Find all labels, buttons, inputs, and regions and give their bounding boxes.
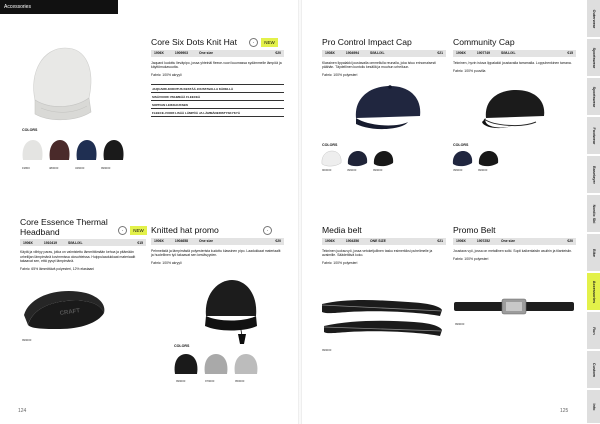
product-promo-belt (453, 226, 576, 261)
color-code: 979000 (205, 379, 215, 383)
certification-badge: ● (263, 226, 272, 235)
product-description: Klassinen lippalakki joustavalla ommellulla reunalla, joka istuu erinomaisesti päähän. Täydellinen kuntoilu kesällä ja muuhun urheiluun. (322, 60, 436, 69)
feature-item: SISÄVUORI: PEHMEÄÄ FLEECEÄ (151, 93, 284, 101)
certification-badge: ● (118, 226, 127, 235)
color-code: 346000 (75, 166, 85, 170)
color-code: 396000 (453, 168, 463, 172)
product-title: Core Six Dots Knit Hat (151, 37, 237, 47)
product-info-bar: 1906X 1910419 S/M-L/XL €15 (20, 239, 146, 246)
tab-sportswear-2[interactable]: Sportswear (587, 78, 600, 116)
color-code: 19800 (22, 166, 30, 170)
new-badge: NEW (130, 226, 147, 235)
tab-baselayer[interactable]: Baselayer (587, 156, 600, 194)
product-fabric: Fabric: 100% akryyli (151, 261, 182, 266)
color-code: 999000 (373, 168, 383, 172)
tab-custom[interactable]: Custom (587, 351, 600, 389)
product-fabric: Fabric: 100% polyesteri (322, 261, 358, 266)
product-fabric: Fabric: 100% puuvilla (453, 69, 486, 73)
tab-nordic-ski[interactable]: Nordic Ski (587, 195, 600, 233)
product-title: Community Cap (453, 37, 515, 47)
product-knitted-hat-promo (151, 226, 284, 265)
color-code: 900000 (322, 168, 332, 172)
new-badge: NEW (261, 38, 278, 47)
colors-label: COLORS (174, 344, 190, 348)
color-code: 999000 (176, 379, 186, 383)
page-number-left: 124 (18, 408, 27, 414)
certification-badge: ● (249, 38, 258, 47)
tab-info[interactable]: Info (587, 390, 600, 424)
product-info-bar: 1906X 1909903 One size €20 (151, 50, 284, 57)
product-core-six-dots (151, 38, 284, 117)
page-gutter (298, 0, 302, 424)
colors-label: COLORS (453, 143, 469, 147)
black-beanie-image (196, 276, 266, 346)
tab-bike[interactable]: Bike (587, 234, 600, 272)
section-label: Accessories (0, 0, 118, 14)
product-title: Promo Belt (453, 225, 496, 235)
feature-list (151, 84, 284, 117)
feature-item: FLEECE-VUORI LISÄÄ LÄMPÖÄ JA LÄMMÄNERISTYSKYKYÄ (151, 109, 284, 117)
navy-cap-image (348, 82, 428, 132)
headband-image (20, 285, 110, 335)
product-fabric: Fabric: 100% polyesteri (453, 257, 489, 261)
color-code: 999000 (322, 348, 332, 352)
color-code: 396000 (347, 168, 357, 172)
product-fabric: Fabric: 65% lämmittävä polyesteri, 12% elastaani (20, 267, 95, 272)
product-title: Knitted hat promo (151, 225, 219, 235)
color-swatches (172, 352, 264, 378)
category-tabs (586, 0, 600, 424)
svg-text:CRAFT: CRAFT (59, 308, 81, 317)
product-description: Käytä ja viihtyy paras, jotka on valmistettu lämmittämään kehoa ja pitämään urheilijan lämpimänä kovimmissa olosuhteissa. Huippulaadukkaat materiaalit takaavat sen, että pysyt lämpimänä. (20, 250, 136, 263)
white-beanie-image (25, 42, 101, 124)
tab-accessories[interactable]: Accessories (587, 273, 600, 311)
tab-run[interactable]: Run (587, 312, 600, 350)
product-pro-control-cap (322, 38, 446, 77)
black-cap-image (478, 86, 552, 132)
color-swatches (320, 150, 400, 168)
product-info-bar: 1906X 1907749 S/M-L/XL €15 (453, 50, 576, 57)
product-media-belt (322, 226, 446, 265)
color-code: 999000 (478, 168, 488, 172)
tab-sportswear[interactable]: Sportswear (587, 39, 600, 77)
colors-label: COLORS (322, 143, 338, 147)
product-title: Media belt (322, 225, 362, 235)
product-info-bar: 1906X 1904356 ONE SIZE €21 (322, 238, 446, 245)
product-description: Joustava vyö, jossa on metallinen solki. Sopii kaikenlaisiin asuihin ja tilanteisiin. (453, 248, 573, 253)
product-info-bar: 1906X 1904658 One size €20 (151, 238, 284, 245)
feature-item: SOPIVAN LEIKKAUKSEN (151, 101, 284, 109)
color-code: 999000 (22, 338, 32, 342)
tab-outerwear[interactable]: Outerwear (587, 0, 600, 38)
colors-label: COLORS (22, 128, 38, 132)
product-info-bar: 1906X 1907252 One size €20 (453, 238, 576, 245)
product-fabric: Fabric: 100% polyesteri (322, 73, 358, 78)
product-description: Tekninen, hyvin istuva lippalakki joustavalla tarramalla. Loppuhenkinen tarrana. (453, 60, 572, 65)
product-title: Core Essence Thermal Headband (20, 217, 108, 237)
promo-belt-image (452, 296, 576, 320)
color-swatches (20, 138, 128, 166)
tab-footwear[interactable]: Footwear (587, 117, 600, 155)
product-fabric: Fabric: 100% akryyli (151, 73, 182, 78)
media-belt-image (318, 292, 446, 344)
product-info-bar: 1908X 1904994 S/M-L/XL €21 (322, 50, 446, 57)
color-code: 999000 (101, 166, 111, 170)
product-community-cap (453, 38, 576, 73)
product-description: Tekninen juoksuvyö, jossa vetoketjullinen tasku esimerkiksi puhelimelle ja avaimille. Säädettävä koko. (322, 248, 433, 257)
product-description: Pehmeästä ja lämpimästä polyesterista kudottu klassinen pipo. Laadukkaat materiaalit ja huolellinen työ takaavat sen kestävyyden. (151, 248, 281, 257)
page-number-right: 125 (560, 408, 569, 414)
color-code: 480000 (49, 166, 59, 170)
product-title: Pro Control Impact Cap (322, 37, 412, 47)
color-code: 999000 (455, 322, 465, 326)
product-thermal-headband (20, 218, 146, 271)
feature-item: JAQUARD-KUDOTUS KESTÄÄ JOUSTAVALLA KÄDELLÄ (151, 85, 284, 93)
color-swatches (451, 150, 505, 168)
product-description: Jaquard kudottu lieväpipo, jossa yhteinäl fleece-vuori kuumassa sydämmelle lämpöä ja käyttömukavuutta. (151, 60, 282, 69)
color-code: 950000 (235, 379, 245, 383)
